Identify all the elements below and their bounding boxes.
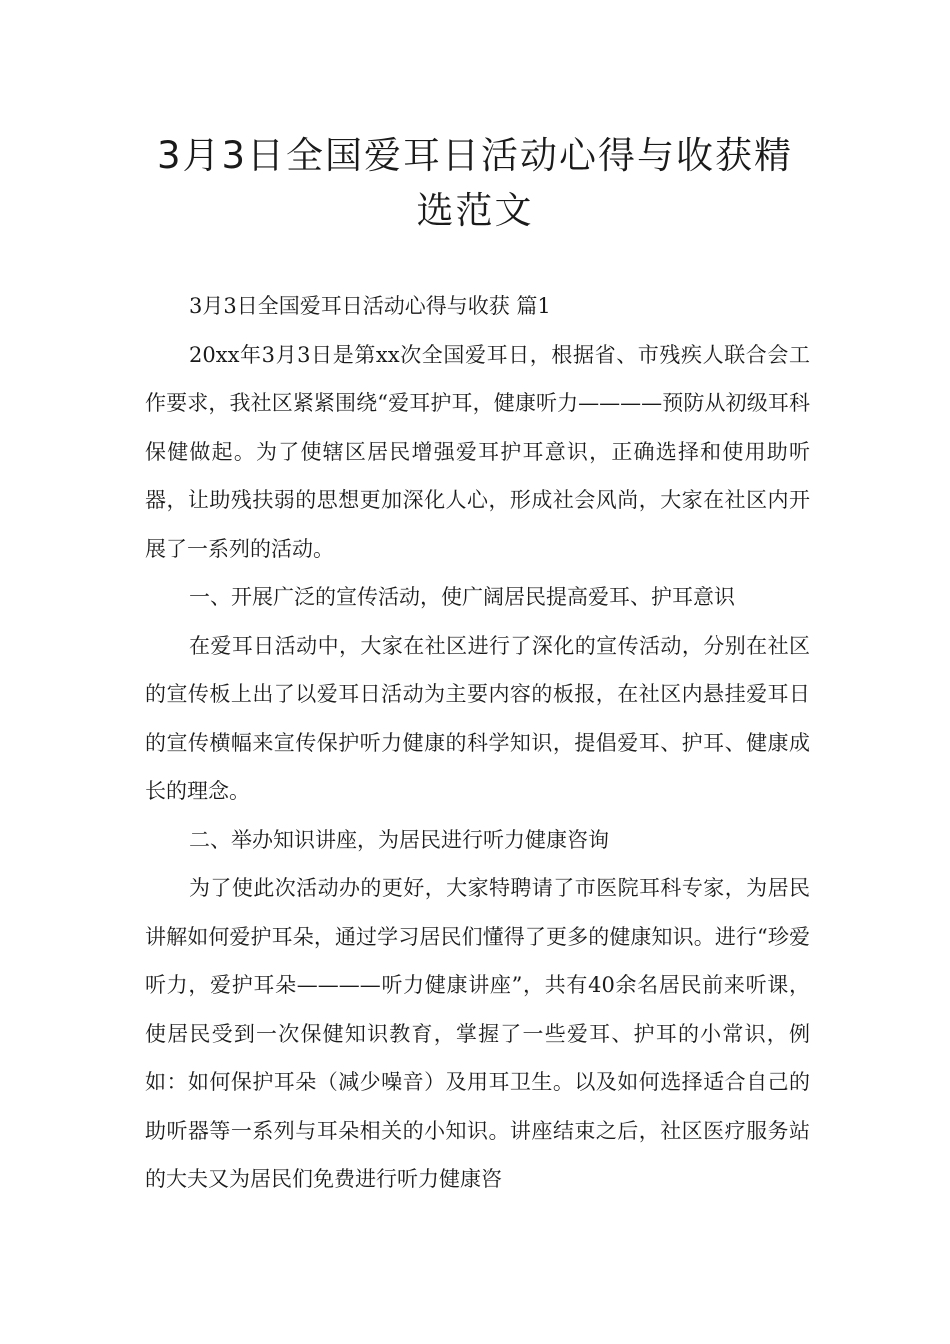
document-title <box>100 128 850 238</box>
title-line-1: 3月3日全国爱耳日活动心得与收获精 <box>156 134 794 177</box>
section-heading-2: 二、举办知识讲座，为居民进行听力健康咨询 <box>189 827 609 852</box>
paragraph-intro: 20xx年3月3日是第xx次全国爱耳日，根据省、市残疾人联合会工作要求，我社区紧紧围绕“爱耳护耳，健康听力————预防从初级耳科保健做起。为了使辖区居民增强爱耳护耳意识，正确选择和使用助听器，让助残扶弱的思想更加深化人心，形成社会风尚，大家在社区内开展了一系列的活动。 <box>145 342 810 561</box>
paragraph-lecture: 为了使此次活动办的更好，大家特聘请了市医院耳科专家，为居民讲解如何爱护耳朵，通过学习居民们懂得了更多的健康知识。进行“珍爱听力，爱护耳朵————听力健康讲座”，共有40余名居民前来听课，使居民受到一次保健知识教育，掌握了一些爱耳、护耳的小常识，例如：如何保护耳朵（减少噪音）及用耳卫生。以及如何选择适合自己的助听器等一系列与耳朵相关的小知识。讲座结束之后，社区医疗服务站的大夫又为居民们免费进行听力健康咨 <box>145 876 810 1191</box>
section-heading-article-1: 3月3日全国爱耳日活动心得与收获 篇1 <box>189 294 551 318</box>
paragraph-publicity: 在爱耳日活动中，大家在社区进行了深化的宣传活动，分别在社区的宣传板上出了以爱耳日活动为主要内容的板报，在社区内悬挂爱耳日的宣传横幅来宣传保护听力健康的科学知识，提倡爱耳、护耳、健康成长的理念。 <box>145 633 810 803</box>
title-line-2: 选范文 <box>416 189 534 232</box>
section-heading-1: 一、开展广泛的宣传活动，使广阔居民提高爱耳、护耳意识 <box>189 585 735 609</box>
document-body <box>145 282 810 1204</box>
